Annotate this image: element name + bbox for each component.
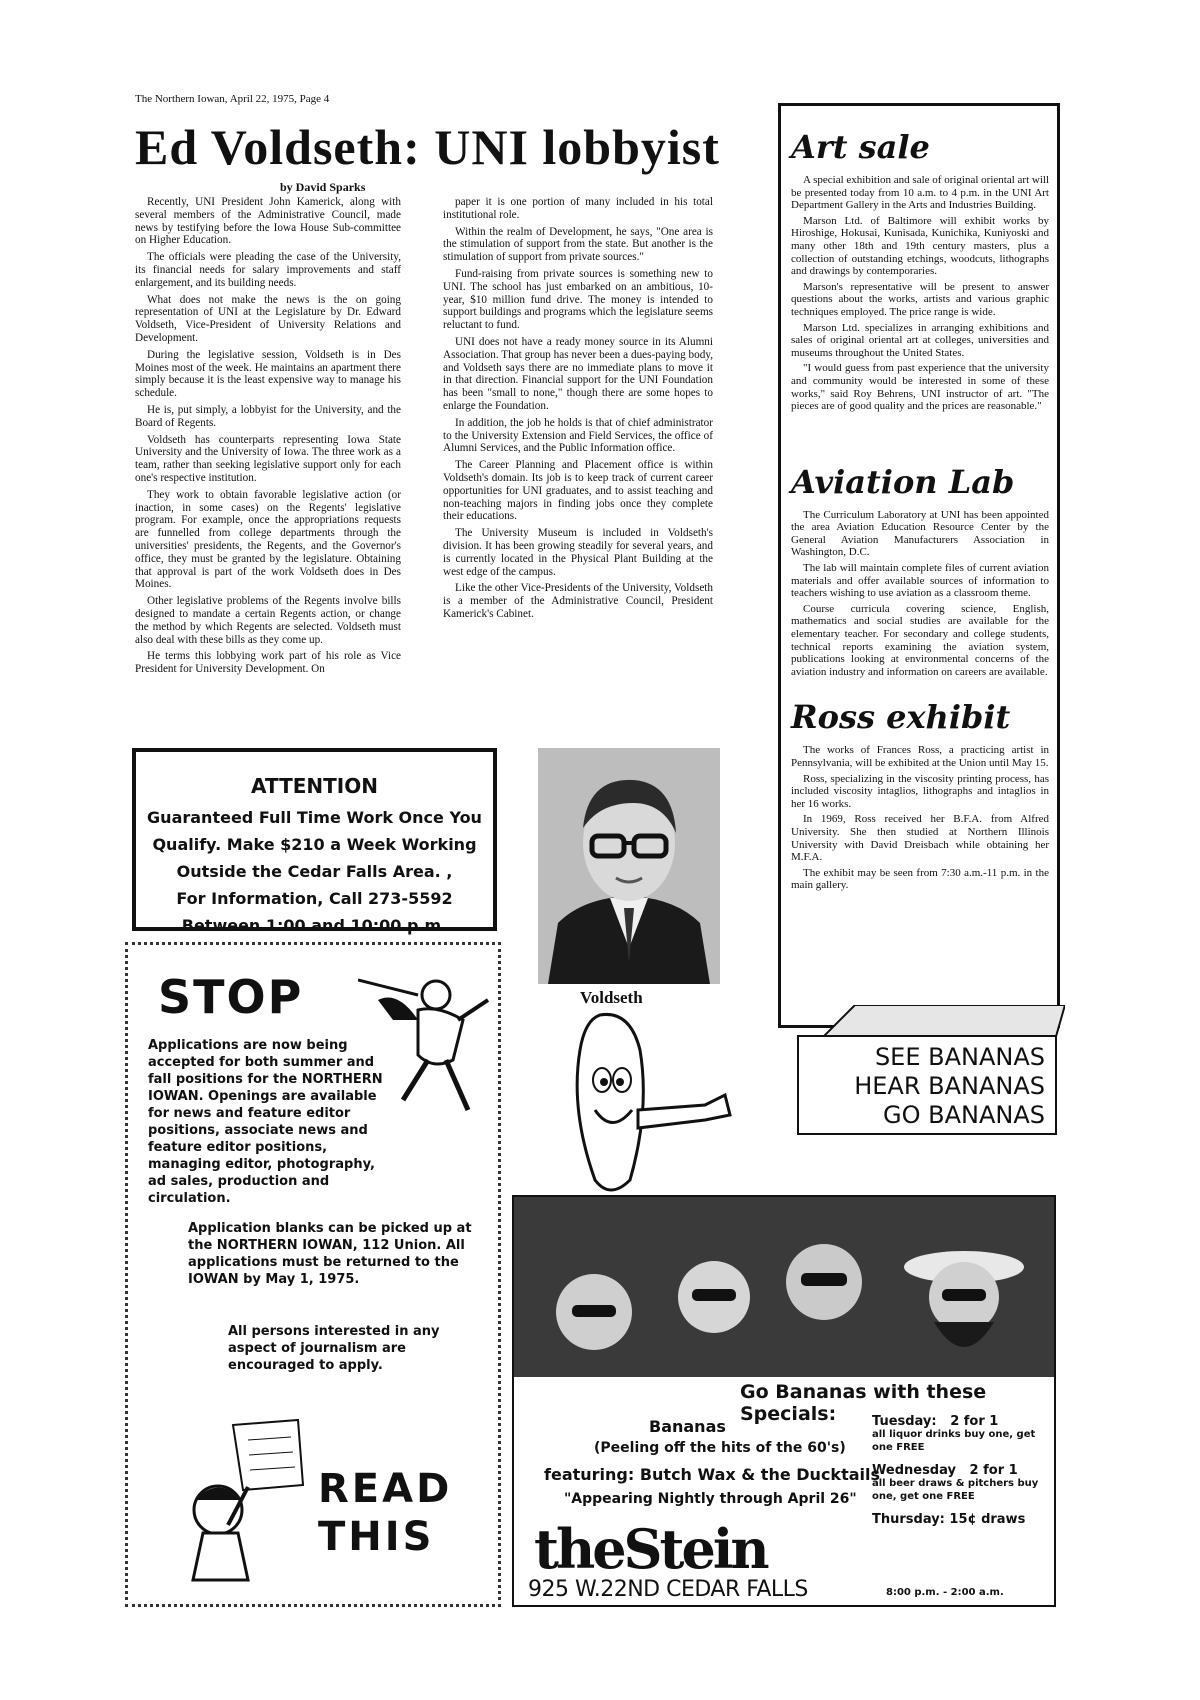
- band-photo: [514, 1197, 1054, 1377]
- paragraph: The officials were pleading the case of the University, its financial needs for salary improvements and staff enlargement, and its building needs.: [135, 251, 401, 289]
- tuesday-deal: 2 for 1: [950, 1414, 999, 1429]
- paragraph: Recently, UNI President John Kamerick, along with several members of the Administrative Council, made news by testifying before the Iowa House Sub-committee on Higher Education.: [135, 196, 401, 247]
- paragraph: A special exhibition and sale of original oriental art will be presented today from 10 a.m. to 4 p.m. in the UNI Art Department Gallery in the Arts and Industries Building.: [791, 174, 1049, 212]
- featuring-line: featuring: Butch Wax & the Ducktails: [544, 1465, 880, 1484]
- art-sale-body: [791, 174, 1049, 413]
- ross-exhibit-body: [791, 744, 1049, 892]
- go-bananas: GO BANANAS: [883, 1101, 1045, 1129]
- running-head: The Northern Iowan, April 22, 1975, Page 4: [135, 93, 330, 105]
- paragraph: Fund-raising from private sources is something new to UNI. The school has just embarked on an ambitious, 10-year, $10 million fund drive. The money is intended to support buildings and programs which the legislature seems reluctant to fund.: [443, 267, 713, 332]
- paragraph: In addition, the job he holds is that of chief administrator to the University Extension and Field Services, the office of Alumni Services, and the Public Information office.: [443, 416, 713, 455]
- article-headline: Ed Voldseth: UNI lobbyist: [135, 119, 720, 175]
- paragraph: Like the other Vice-Presidents of the University, Voldseth is a member of the Administrative Council, President Kamerick's Cabinet.: [443, 582, 713, 620]
- paragraph: UNI does not have a ready money source in its Alumni Association. That group has never been a dues-paying body, and Voldseth says there are no immediate plans to move it in that direction. Financial support for the UNI Foundation has been "small to none," though there are some hopes to enlarge the Foundation.: [443, 335, 713, 412]
- ross-exhibit-heading: Ross exhibit: [791, 698, 1011, 737]
- aviation-lab-heading: Aviation Lab: [791, 462, 1015, 501]
- portrait-illustration: [538, 748, 720, 984]
- article-column-1: [135, 196, 401, 680]
- paragraph: "I would guess from past experience that the university and community would be interested in some of these works," said Roy Behrens, UNI instructor of art. "The pieces are of good quality and the prices are reasonable.": [791, 362, 1049, 413]
- attention-hours: Between 1:00 and 10:00 p.m.: [181, 916, 448, 935]
- aviation-lab-body: [791, 509, 1049, 679]
- paragraph: Within the realm of Development, he says, "One area is the stimulation of support from the state. But another is the stimulation of support from private sources.": [443, 225, 713, 264]
- paragraph: Voldseth has counterparts representing Iowa State University and the University of Iowa. The three work as a team, rather than seeking legislative support only for each one's respective institution.: [135, 433, 401, 484]
- weekly-specials: [872, 1411, 1052, 1526]
- band-subtitle: (Peeling off the hits of the 60's): [594, 1440, 846, 1456]
- thursday-special: Thursday: 15¢ draws: [872, 1512, 1026, 1527]
- paragraph: The University Museum is included in Voldseth's division. It has been growing steadily for several years, and is currently located in the Physical Plant Building at the west edge of the campus.: [443, 527, 713, 578]
- stop-para-encourage: All persons interested in any aspect of journalism are encouraged to apply.: [228, 1324, 440, 1373]
- paragraph: Marson Ltd. of Baltimore will exhibit works by Hiroshige, Hokusai, Kunisada, Kunichika, Kuniyoski and many other 18th and 19th century masters, plus a collection of outstanding etchings, woodcuts, lithographs and drawings by contemporaries.: [791, 214, 1049, 278]
- paragraph: Ross, specializing in the viscosity printing process, has included viscosity intaglios, lithographs and intaglios in her 16 works.: [791, 772, 1049, 810]
- attention-line: Qualify. Make $210 a Week Working: [152, 835, 477, 854]
- wednesday-description: all beer draws & pitchers buy one, get one FREE: [872, 1478, 1039, 1502]
- paragraph: Course curricula covering science, English, mathematics and social studies are available for the elementary teacher. For secondary and college students, technical reports examining the aviation system, publications looking at environmental concerns of the aviation industry and information on careers are available.: [791, 602, 1049, 678]
- tuesday-label: Tuesday:: [872, 1414, 937, 1429]
- attention-line: Outside the Cedar Falls Area. ,: [176, 862, 453, 881]
- paragraph: The Curriculum Laboratory at UNI has been appointed the area Aviation Education Resource Center by the General Aviation Manufacturers Association in Washington, D.C.: [791, 508, 1049, 559]
- specials-hours: 8:00 p.m. - 2:00 a.m.: [886, 1587, 1004, 1598]
- specials-tagline: Go Bananas with these Specials:: [740, 1381, 987, 1425]
- stop-headline: STOP: [158, 970, 304, 1024]
- the-stein-ad: [512, 1195, 1056, 1607]
- news-briefs-sidebar: [778, 103, 1060, 1028]
- art-sale-heading: Art sale: [791, 128, 930, 166]
- go-bananas-ad: [797, 1035, 1057, 1135]
- paragraph: paper it is one portion of many included in his total institutional role.: [443, 196, 713, 221]
- paragraph: The Career Planning and Placement office is within Voldseth's domain. Its job is to keep track of current career opportunities for UNI graduates, and to assist teaching and non-teaching majors in finding jobs once they complete their educations.: [443, 459, 713, 523]
- read-word: READ: [318, 1466, 453, 1512]
- read-this-headline: [318, 1465, 452, 1561]
- this-word: THIS: [318, 1514, 435, 1560]
- attention-line: Guaranteed Full Time Work Once You: [147, 808, 482, 827]
- paragraph: The lab will maintain complete files of current aviation materials and offer available sources of information to teachers wishing to use aviation as a classroom theme.: [791, 562, 1049, 600]
- stop-para-openings: Applications are now being accepted for both summer and fall positions for the NORTHERN IOWAN. Openings are available for news and feature editor positions, associate news and feature editor positions, managing editor, photography, ad sales, production and circulation.: [148, 1038, 383, 1206]
- paragraph: In 1969, Ross received her B.F.A. from Alfred University. She then studied at Northern Illinois University with David Dreisbach while obtaining her M.F.A.: [791, 813, 1049, 864]
- wednesday-label: Wednesday: [872, 1463, 956, 1478]
- see-bananas: SEE BANANAS: [874, 1043, 1045, 1071]
- hear-bananas: HEAR BANANAS: [854, 1072, 1045, 1100]
- special-day: [872, 1415, 1052, 1428]
- paragraph: Other legislative problems of the Regents involve bills designed to mandate a certain Regents action, or change the method by which Regents are selected. Voldseth must also deal with these bills as they come up.: [135, 595, 401, 646]
- article-byline: by David Sparks: [280, 180, 366, 194]
- banana-mascot-illustration: [540, 1010, 740, 1210]
- paragraph: What does not make the news is the on going representation of UNI at the Legislature by Dr. Edward Voldseth, Vice-President of University Relations and Development.: [135, 293, 401, 344]
- stein-address: 925 W.22ND CEDAR FALLS: [528, 1577, 808, 1602]
- band-name: Bananas: [649, 1417, 726, 1436]
- the-stein-logo: theStein: [534, 1517, 767, 1581]
- stop-para-application: Application blanks can be picked up at the NORTHERN IOWAN, 112 Union. All applications must be returned to the IOWAN by May 1, 1975.: [188, 1221, 472, 1287]
- photo-caption: Voldseth: [580, 988, 643, 1007]
- special-day: [872, 1464, 1052, 1477]
- paragraph: Marson Ltd. specializes in arranging exhibitions and sales of original oriental art at colleges, universities and museums throughout the United States.: [791, 321, 1049, 359]
- paragraph: He terms this lobbying work part of his role as Vice President for University Development. On: [135, 650, 401, 676]
- band-members-illustration: [514, 1197, 1054, 1377]
- paragraph: During the legislative session, Voldseth is in Des Moines most of the week. He maintains an apartment there simply because it is the least expensive way to manage his schedule.: [135, 348, 401, 400]
- appearing-line: "Appearing Nightly through April 26": [564, 1491, 857, 1507]
- attention-title: ATTENTION: [251, 774, 378, 798]
- attention-ad: [132, 748, 497, 935]
- paragraph: The exhibit may be seen from 7:30 a.m.-11 p.m. in the main gallery.: [791, 866, 1049, 892]
- wednesday-deal: 2 for 1: [969, 1463, 1018, 1478]
- paragraph: They work to obtain favorable legislative action (or inaction, in some cases) on the Regents' legislative program. For example, once the appropriations requests are funnelled from college departments through the universities' presidents, the Regents, and the Governor's office, they must be granted by the legislature. Obtaining that approval is part of the work Voldseth does in Des Moines.: [135, 488, 401, 591]
- paragraph: He is, put simply, a lobbyist for the University, and the Board of Regents.: [135, 403, 401, 429]
- newsboy-cartoon-illustration: [173, 1415, 313, 1595]
- article-column-2: [443, 196, 713, 625]
- voldseth-portrait-photo: [538, 748, 720, 984]
- attention-phone: For Information, Call 273-5592: [176, 889, 453, 908]
- stop-recruitment-ad: [125, 942, 501, 1607]
- paragraph: Marson's representative will be present to answer questions about the works, artists and various graphic techniques employed. The price range is wide.: [791, 280, 1049, 318]
- tuesday-description: all liquor drinks buy one, get one FREE: [872, 1429, 1036, 1453]
- paragraph: The works of Frances Ross, a practicing artist in Pennsylvania, will be exhibited at the Union until May 15.: [791, 744, 1049, 769]
